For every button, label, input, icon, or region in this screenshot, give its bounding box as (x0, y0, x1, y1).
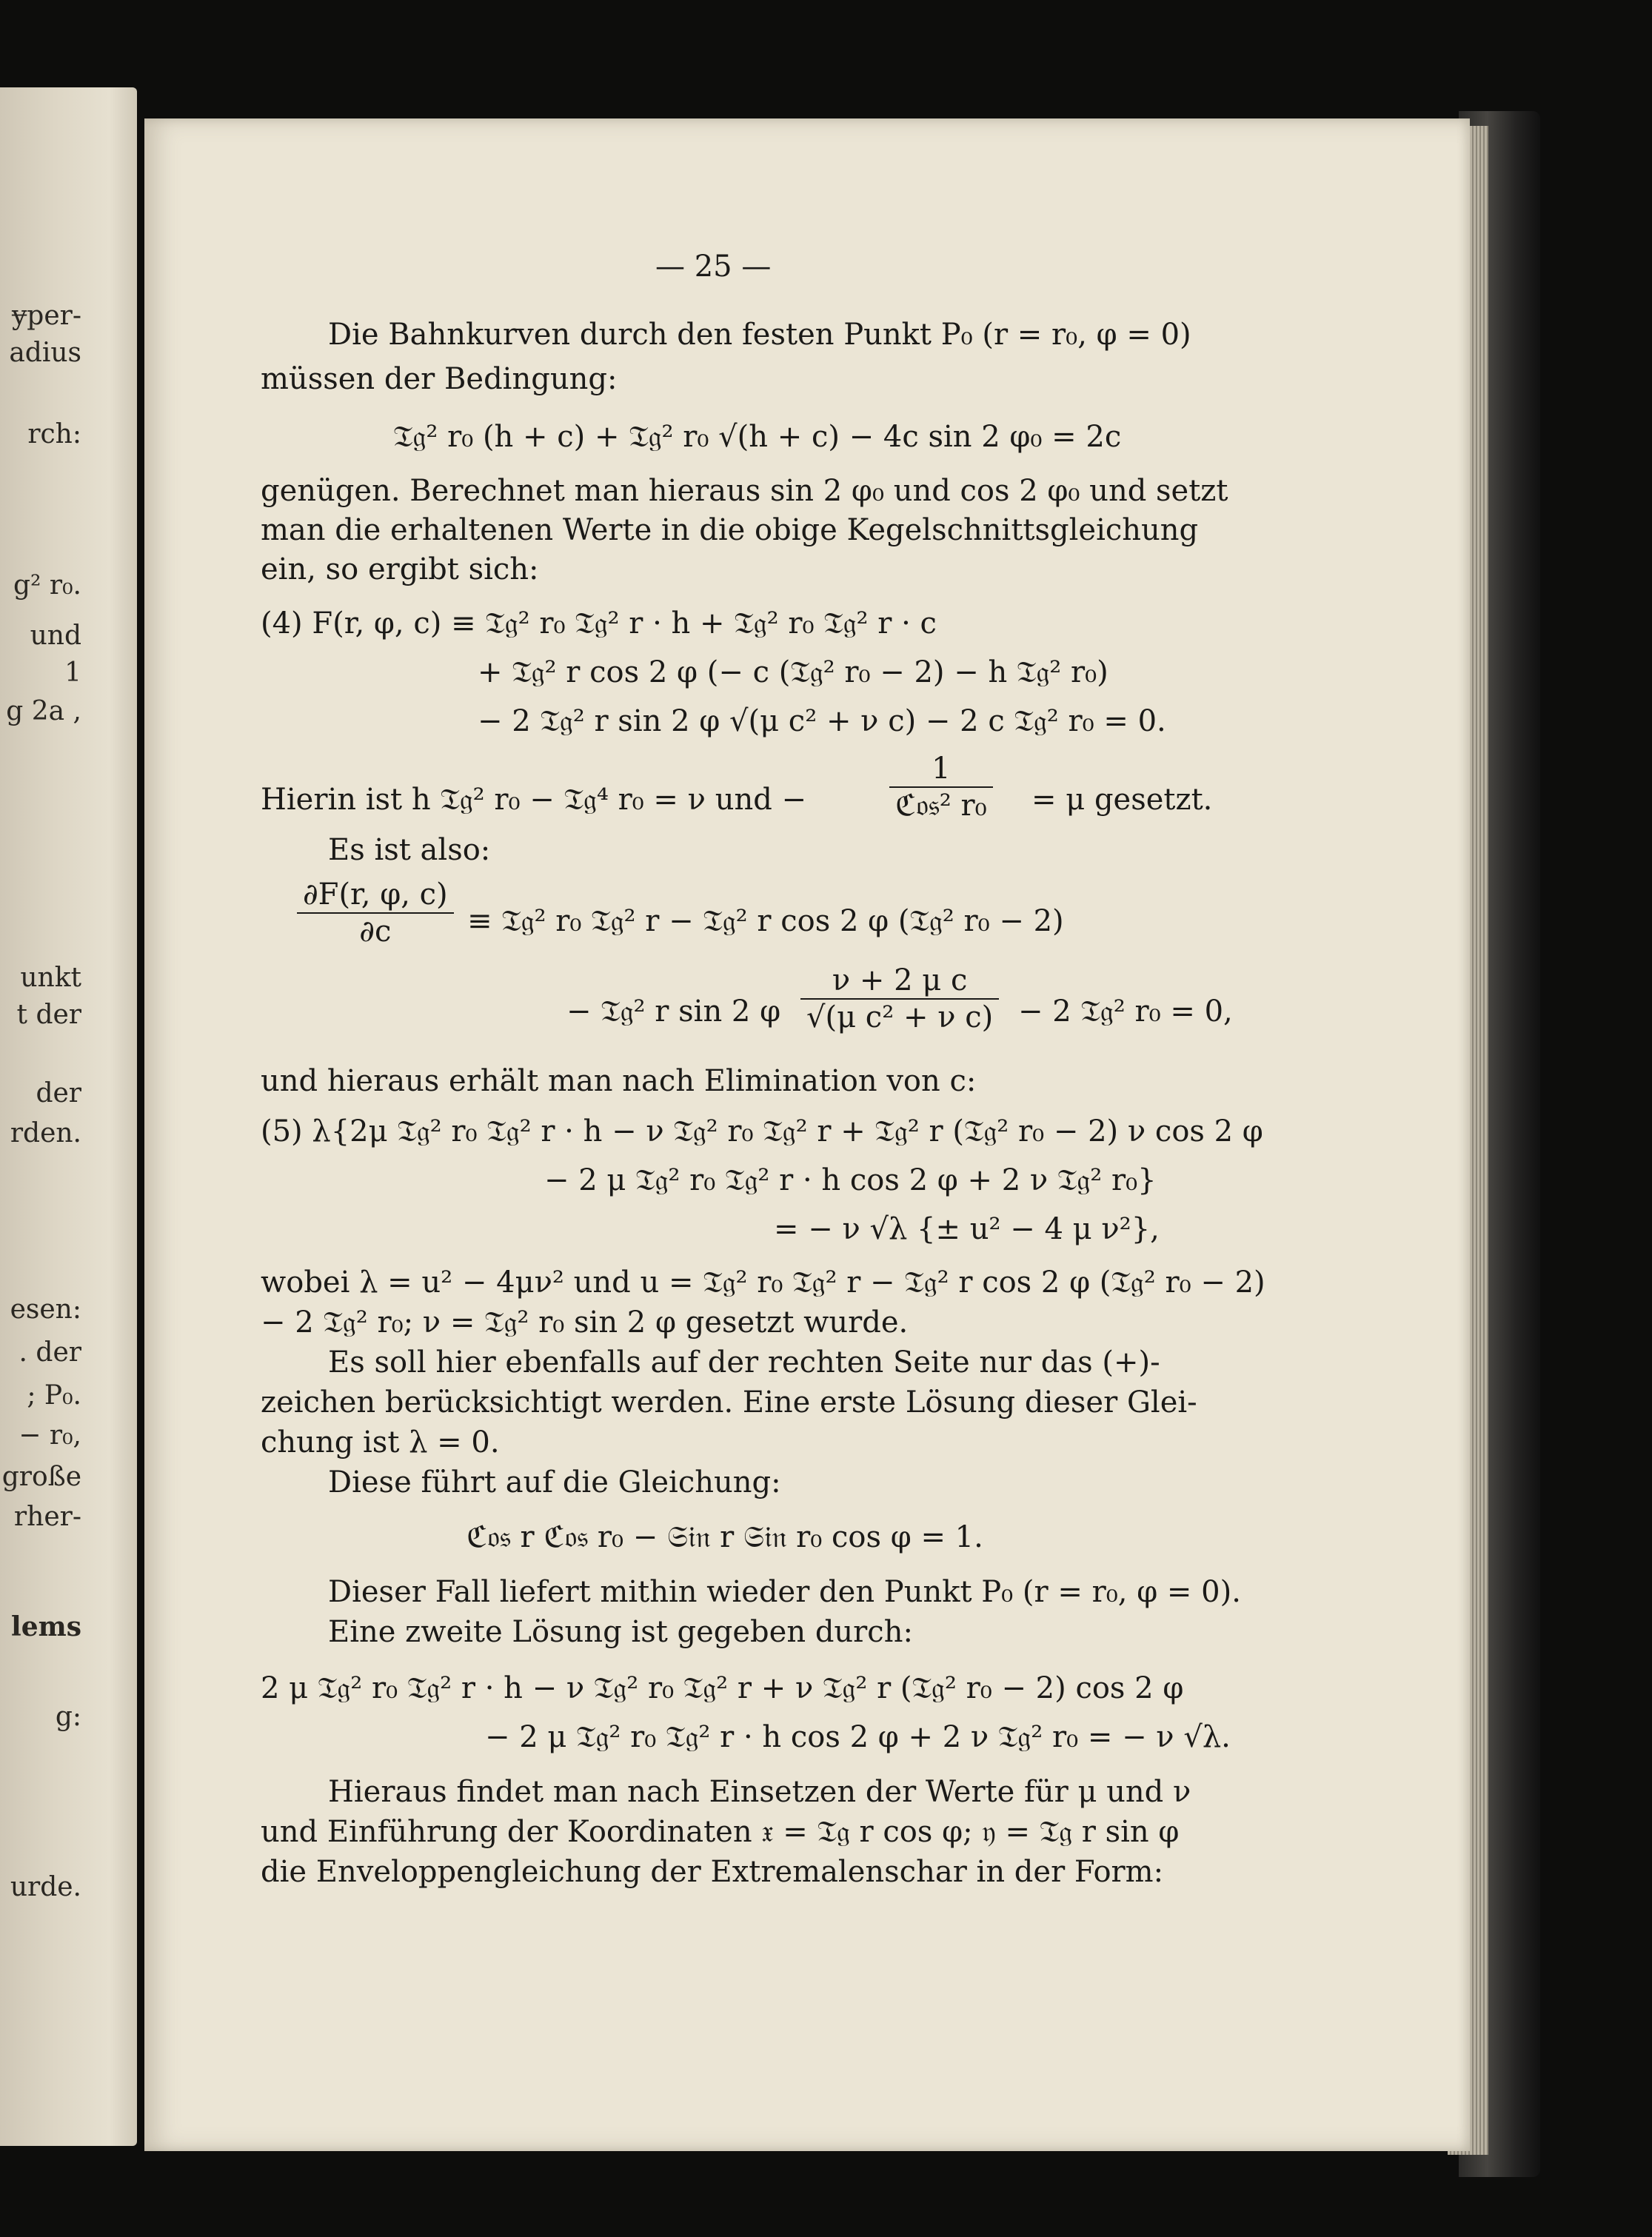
equation-5-line-2: − 2 μ 𝔗𝔤² r₀ 𝔗𝔤² r · h cos 2 φ + 2 ν 𝔗𝔤² r₀} (544, 1163, 1157, 1197)
left-page-fragment: . der (19, 1337, 81, 1368)
left-page-fragment: lems (11, 1611, 81, 1642)
equation-4-line-2: + 𝔗𝔤² r cos 2 φ (− c (𝔗𝔤² r₀ − 2) − h 𝔗𝔤² r₀) (478, 655, 1108, 689)
fraction-mu (885, 752, 997, 823)
text-line: Dieser Fall liefert mithin wieder den Punkt P₀ (r = r₀, φ = 0). (328, 1575, 1241, 1609)
fraction-numerator: ∂F(r, φ, c) (297, 880, 454, 914)
left-page-fragment: urde. (10, 1872, 81, 1902)
equation-5-line-1: (5) λ{2μ 𝔗𝔤² r₀ 𝔗𝔤² r · h − ν 𝔗𝔤² r₀ 𝔗𝔤² r + 𝔗𝔤² r (𝔗𝔤² r₀ − 2) ν cos 2 φ (261, 1114, 1263, 1148)
fraction-numerator: ν + 2 μ c (800, 966, 999, 1000)
fraction-denominator: ∂c (359, 914, 392, 949)
text-line: genügen. Berechnet man hieraus sin 2 φ₀ und cos 2 φ₀ und setzt (261, 474, 1228, 508)
left-page-fragment: ; P₀. (27, 1380, 81, 1411)
left-page-fragment: 1 (64, 658, 81, 688)
fraction-sin (796, 963, 1003, 1034)
text-line: Hieraus findet man nach Einsetzen der Werte für μ und ν (328, 1775, 1191, 1809)
left-page-fragment: rher- (13, 1502, 81, 1532)
left-page-fragment: t der (16, 1000, 81, 1030)
equation-cosh: ℭ𝔬𝔰 r ℭ𝔬𝔰 r₀ − 𝔖𝔦𝔫 r 𝔖𝔦𝔫 r₀ cos φ = 1. (466, 1520, 983, 1554)
left-page-fragment: g: (55, 1702, 81, 1732)
equation-derivative-line-2: − 𝔗𝔤² r sin 2 φ (566, 994, 781, 1029)
fraction-dF-dc (292, 877, 458, 949)
left-page-fragment: unkt (20, 963, 81, 993)
left-page-fragment: große (1, 1462, 81, 1492)
text-line: die Enveloppengleichung der Extremalenschar in der Form: (261, 1855, 1164, 1889)
left-page-fragment: ɏper- (11, 301, 81, 331)
left-page-fragment: und (30, 621, 81, 651)
left-page-fragment: rch: (27, 419, 81, 449)
text-line: wobei λ = u² − 4μν² und u = 𝔗𝔤² r₀ 𝔗𝔤² r − 𝔗𝔤² r cos 2 φ (𝔗𝔤² r₀ − 2) (261, 1265, 1265, 1300)
text-line: Es soll hier ebenfalls auf der rechten Seite nur das (+)- (328, 1345, 1160, 1380)
left-page-fragment: adius (9, 338, 81, 368)
text-line: und Einführung der Koordinaten 𝔵 = 𝔗𝔤 r cos φ; 𝔶 = 𝔗𝔤 r sin φ (261, 1815, 1180, 1849)
fraction-denominator: ℭ𝔬𝔰² r₀ (895, 789, 987, 823)
left-page-fragment: rden. (10, 1118, 81, 1148)
text-line: ein, so ergibt sich: (261, 552, 539, 586)
fraction-numerator: 1 (889, 754, 993, 788)
equation-second-solution-line-1: 2 μ 𝔗𝔤² r₀ 𝔗𝔤² r · h − ν 𝔗𝔤² r₀ 𝔗𝔤² r + ν 𝔗𝔤² r (𝔗𝔤² r₀ − 2) cos 2 φ (261, 1671, 1184, 1705)
equation-condition: 𝔗𝔤² r₀ (h + c) + 𝔗𝔤² r₀ √(h + c) − 4c sin 2 φ₀ = 2c (393, 420, 1122, 454)
left-page-fragment: − r₀, (19, 1420, 81, 1451)
equation-4-line-1: (4) F(r, φ, c) ≡ 𝔗𝔤² r₀ 𝔗𝔤² r · h + 𝔗𝔤² r₀ 𝔗𝔤² r · c (261, 606, 937, 641)
left-page-fragment: der (36, 1078, 81, 1109)
text-line: − 2 𝔗𝔤² r₀; ν = 𝔗𝔤² r₀ sin 2 φ gesetzt wurde. (261, 1305, 909, 1340)
equation-derivative-line-3: − 2 𝔗𝔤² r₀ = 0, (1018, 994, 1233, 1029)
left-page-fragment: g² r₀. (13, 570, 81, 601)
text-line: zeichen berücksichtigt werden. Eine erste Lösung dieser Glei- (261, 1385, 1197, 1420)
text-line: müssen der Bedingung: (261, 362, 618, 396)
text-line: Hierin ist h 𝔗𝔤² r₀ − 𝔗𝔤⁴ r₀ = ν und − (261, 783, 807, 817)
book-page (144, 118, 1470, 2151)
left-page-fragment: esen: (10, 1294, 81, 1325)
text-line: chung ist λ = 0. (261, 1425, 500, 1459)
fraction-denominator: √(μ c² + ν c) (806, 1000, 994, 1034)
text-line: = μ gesetzt. (1031, 783, 1213, 817)
page-number: — 25 — (655, 250, 772, 284)
text-line: Diese führt auf die Gleichung: (328, 1465, 781, 1499)
text-line: Die Bahnkurven durch den festen Punkt P₀ (r = r₀, φ = 0) (328, 318, 1191, 352)
left-page-fragment: g 2a , (6, 696, 81, 726)
left-facing-page (0, 87, 137, 2146)
equation-5-line-3: = − ν √λ {± u² − 4 μ ν²}, (774, 1212, 1160, 1246)
text-line: Es ist also: (328, 833, 491, 867)
equation-4-line-3: − 2 𝔗𝔤² r sin 2 φ √(μ c² + ν c) − 2 c 𝔗𝔤² r₀ = 0. (478, 704, 1166, 738)
equation-second-solution-line-2: − 2 μ 𝔗𝔤² r₀ 𝔗𝔤² r · h cos 2 φ + 2 ν 𝔗𝔤² r₀ = − ν √λ. (485, 1720, 1231, 1754)
text-line: und hieraus erhält man nach Elimination von c: (261, 1064, 977, 1098)
text-line: man die erhaltenen Werte in die obige Kegelschnittsgleichung (261, 513, 1199, 547)
equation-derivative-line-1: ≡ 𝔗𝔤² r₀ 𝔗𝔤² r − 𝔗𝔤² r cos 2 φ (𝔗𝔤² r₀ − 2) (467, 904, 1064, 938)
text-line: Eine zweite Lösung ist gegeben durch: (328, 1615, 913, 1649)
